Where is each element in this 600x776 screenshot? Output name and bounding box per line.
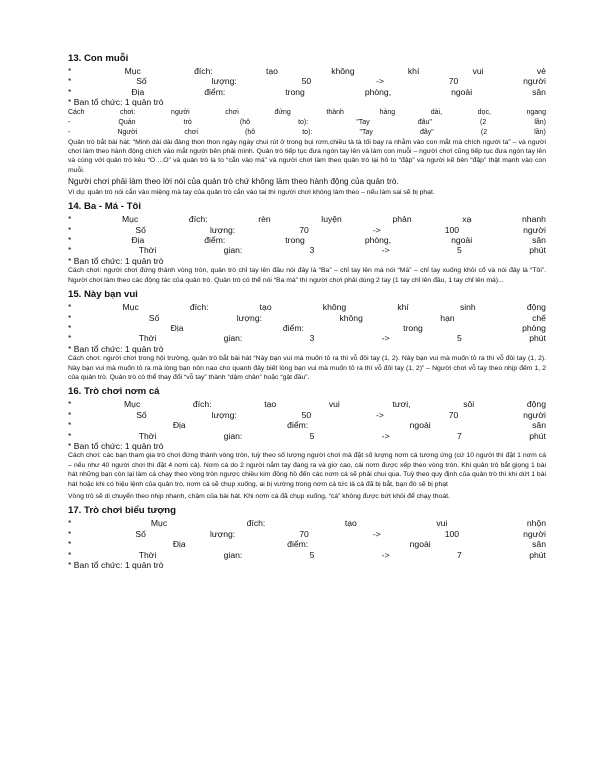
s13-paragraph-3: Ví dụ: quản trò nói cắn vào miệng mà tay của quản trò cắn vào tai thì người chơi không làm theo – nếu làm sai sẽ bị phạt.: [68, 188, 435, 196]
section-14-title: 14. Ba - Má - Tôi: [68, 201, 142, 213]
s16-organizer: * Ban tổ chức: 1 quản trò: [68, 440, 164, 451]
s15-paragraph-1: Cách chơi: người chơi trong hội trường, quản trò bắt bài hát “Này bạn vui mà muốn tỏ ra thì vỗ đôi tay (1, 2). Này bạn vui mà muốn tỏ ra thì vỗ đôi tay (1, 2). Này bạn vui mà muốn tỏ ra mà lòng bạn nôn nao cho quanh đây biết lòng bạn vui mà muốn tỏ ra thì vỗ đôi tay (1, 2)” – Người chơi vỗ tay theo nhịp đếm 1, 2 của quản trò. Quản trò có thể thay đổi “vỗ tay” thành “dậm chân” hoặc “gật đầu”.: [68, 355, 546, 381]
s16-quantity-row: * Số lượng: 50 -> 70 người: [68, 409, 546, 420]
s13-how-row2: - Quản trò (hô to): "Tay đâu" (2 lần): [68, 118, 546, 126]
s15-purpose-row: * Mục đích: tạo không khí sinh động: [68, 302, 546, 313]
section-16-title: 16. Trò chơi nơm cá: [68, 386, 160, 398]
s13-how-row1: Cách chơi: người chơi đứng thành hàng dài, dọc, ngang: [68, 108, 546, 116]
s14-time-row: * Thời gian: 3 -> 5 phút: [68, 245, 546, 256]
s14-purpose-row: * Mục đích: rèn luyện phản xạ nhanh: [68, 214, 546, 225]
s16-paragraph-2: Vòng trò sẽ di chuyển theo nhịp nhanh, chậm của bài hát. Khi nơm cá đã chụp xuống, “cá” không được bứt khỏi để chạy thoát.: [68, 493, 450, 500]
s16-paragraph-1: Cách chơi: các bạn tham gia trò chơi đứng thành vòng tròn, tuỳ theo số lượng người chơi mà đặt số lượng nơm cá tương ứng (cứ 10 người thì đặt 1 nơm cá – nếu như 40 người chơi thì đặt 4 nơm cá). Nơm cá do 2 người nắm tay đang ra và giơ cao, cái nơm được xếp theo vòng tròn. Khi quản trò bắt giọng 1 bài hát những bạn còn lại làm cá chạy theo vòng tròn ngược chiều kim đồng hồ đến các nơm cá sẽ phải chui qua. Tuỳ theo quy định của quản trò thì khi dứt 1 bài hát hoặc khi có hiệu lệnh của quản trò, nơm cá sẽ chụp xuống, ai bị vướng trong nơm cá tức là cá đã bị bắt, bạn đó sẽ bị phạt: [68, 452, 546, 488]
s13-location-row: * Địa điểm: trong phòng, ngoài sân: [68, 86, 546, 97]
section-17-title: 17. Trò chơi biểu tượng: [68, 505, 177, 517]
s14-quantity-row: * Số lượng: 70 -> 100 người: [68, 224, 546, 235]
s16-location-row: * Địa điểm: ngoài sân: [68, 420, 546, 431]
s13-quantity-row: * Số lượng: 50 -> 70 người: [68, 76, 546, 87]
s13-paragraph-1: Quản trò bắt bài hát: “Minh dài dài đàng thon thon ngày ngày chui rút ở trong bụi rơm,chiều tà tà tối bay ra nhằm vào con mắt mà chích người ta” – và người chơi làm theo hành động chích vào mắt người bên phải mình. Quản trò tiếp tục đưa ngón tay lên và làm con muỗi – người chơi cũng tiếp tục đưa ngón tay lên và cùng với quản trò kêu “O ...O” và quản trò la to “cắn vào má” và người chơi làm theo quản trò lại hô to “đập” và người kế bên “đập” thật mạnh vào con muỗi.: [68, 138, 546, 174]
s13-organizer: * Ban tổ chức: 1 quản trò: [68, 97, 164, 108]
s13-purpose-row: * Mục đích: tạo không khí vui vẻ: [68, 66, 546, 76]
section-13-title: 13. Con muỗi: [68, 53, 129, 64]
s17-organizer: * Ban tổ chức: 1 quản trò: [68, 560, 164, 571]
s15-time-row: * Thời gian: 3 -> 5 phút: [68, 333, 546, 344]
s14-organizer: * Ban tổ chức: 1 quản trò: [68, 255, 164, 266]
s17-time-row: * Thời gian: 5 -> 7 phút: [68, 549, 546, 560]
s14-location-row: * Địa điểm: trong phòng, ngoài sân: [68, 235, 546, 246]
section-13-info: [68, 66, 546, 97]
s15-quantity-row: * Số lượng: không hạn chế: [68, 312, 546, 323]
document-page: [68, 52, 546, 570]
s15-organizer: * Ban tổ chức: 1 quản trò: [68, 343, 164, 354]
s15-location-row: * Địa điểm: trong phòng: [68, 322, 546, 333]
s17-quantity-row: * Số lượng: 70 -> 100 người: [68, 528, 546, 539]
s17-purpose-row: * Mục đích: tạo vui nhộn: [68, 518, 546, 529]
s13-how-row3: - Người chơi (hô to): "Tay đây" (2 lần): [68, 128, 546, 136]
s14-paragraph-1: Cách chơi: người chơi đứng thành vòng tròn, quản trò chỉ tay lên đầu nói đây là “Ba” – chỉ tay lên má nói “Má” – chỉ tay xuống khỏi cổ và nói đây là “Tôi”. Người chơi làm theo các động tác của quản trò. Quản trò có thể nói “Ba má” thì người chơi phải dùng 2 tay (1 tay chỉ lên đầu, 1 tay chỉ lên má)...: [68, 267, 546, 284]
section-15-title: 15. Này bạn vui: [68, 289, 138, 301]
s17-location-row: * Địa điểm: ngoài sân: [68, 539, 546, 550]
s13-paragraph-2: Người chơi phải làm theo lời nói của quản trò chứ không làm theo hành động của quản trò.: [68, 177, 399, 187]
s16-purpose-row: * Mục đích: tạo vui tươi, sôi động: [68, 399, 546, 410]
s16-time-row: * Thời gian: 5 -> 7 phút: [68, 430, 546, 441]
